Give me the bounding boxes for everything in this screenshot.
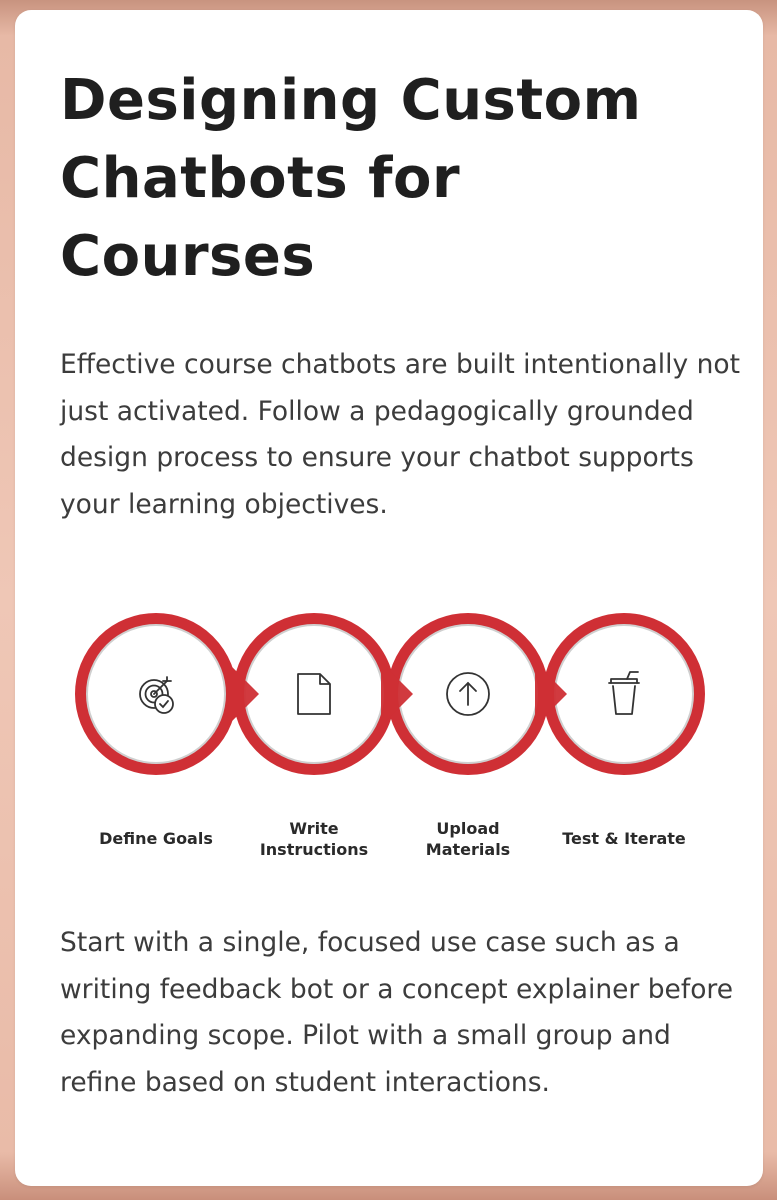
step-label-upload-materials: Upload Materials bbox=[425, 819, 511, 859]
step-ring-4 bbox=[549, 619, 699, 769]
step-ring-2 bbox=[239, 619, 389, 769]
step-label-test-iterate: Test & Iterate bbox=[562, 829, 686, 848]
content-card bbox=[15, 10, 763, 1186]
step-label-define-goals: Define Goals bbox=[99, 829, 213, 848]
step-ring-1 bbox=[81, 619, 231, 769]
step-labels bbox=[15, 818, 763, 868]
intro-paragraph: Effective course chatbots are built intentionally not just activated. Follow a pedagogically grounded design process to ensure your chatbot supports your learning objectives. bbox=[60, 349, 741, 520]
step-label-write-instructions: Write Instructions bbox=[259, 819, 369, 859]
process-diagram bbox=[15, 600, 763, 800]
page-title: Designing Custom Chatbots for Courses bbox=[60, 68, 642, 289]
closing-paragraph: Start with a single, focused use case such as a writing feedback bot or a concept explainer before expanding scope. Pilot with a small group and refine based on student interactions. bbox=[60, 927, 734, 1098]
process-rings bbox=[15, 600, 763, 800]
